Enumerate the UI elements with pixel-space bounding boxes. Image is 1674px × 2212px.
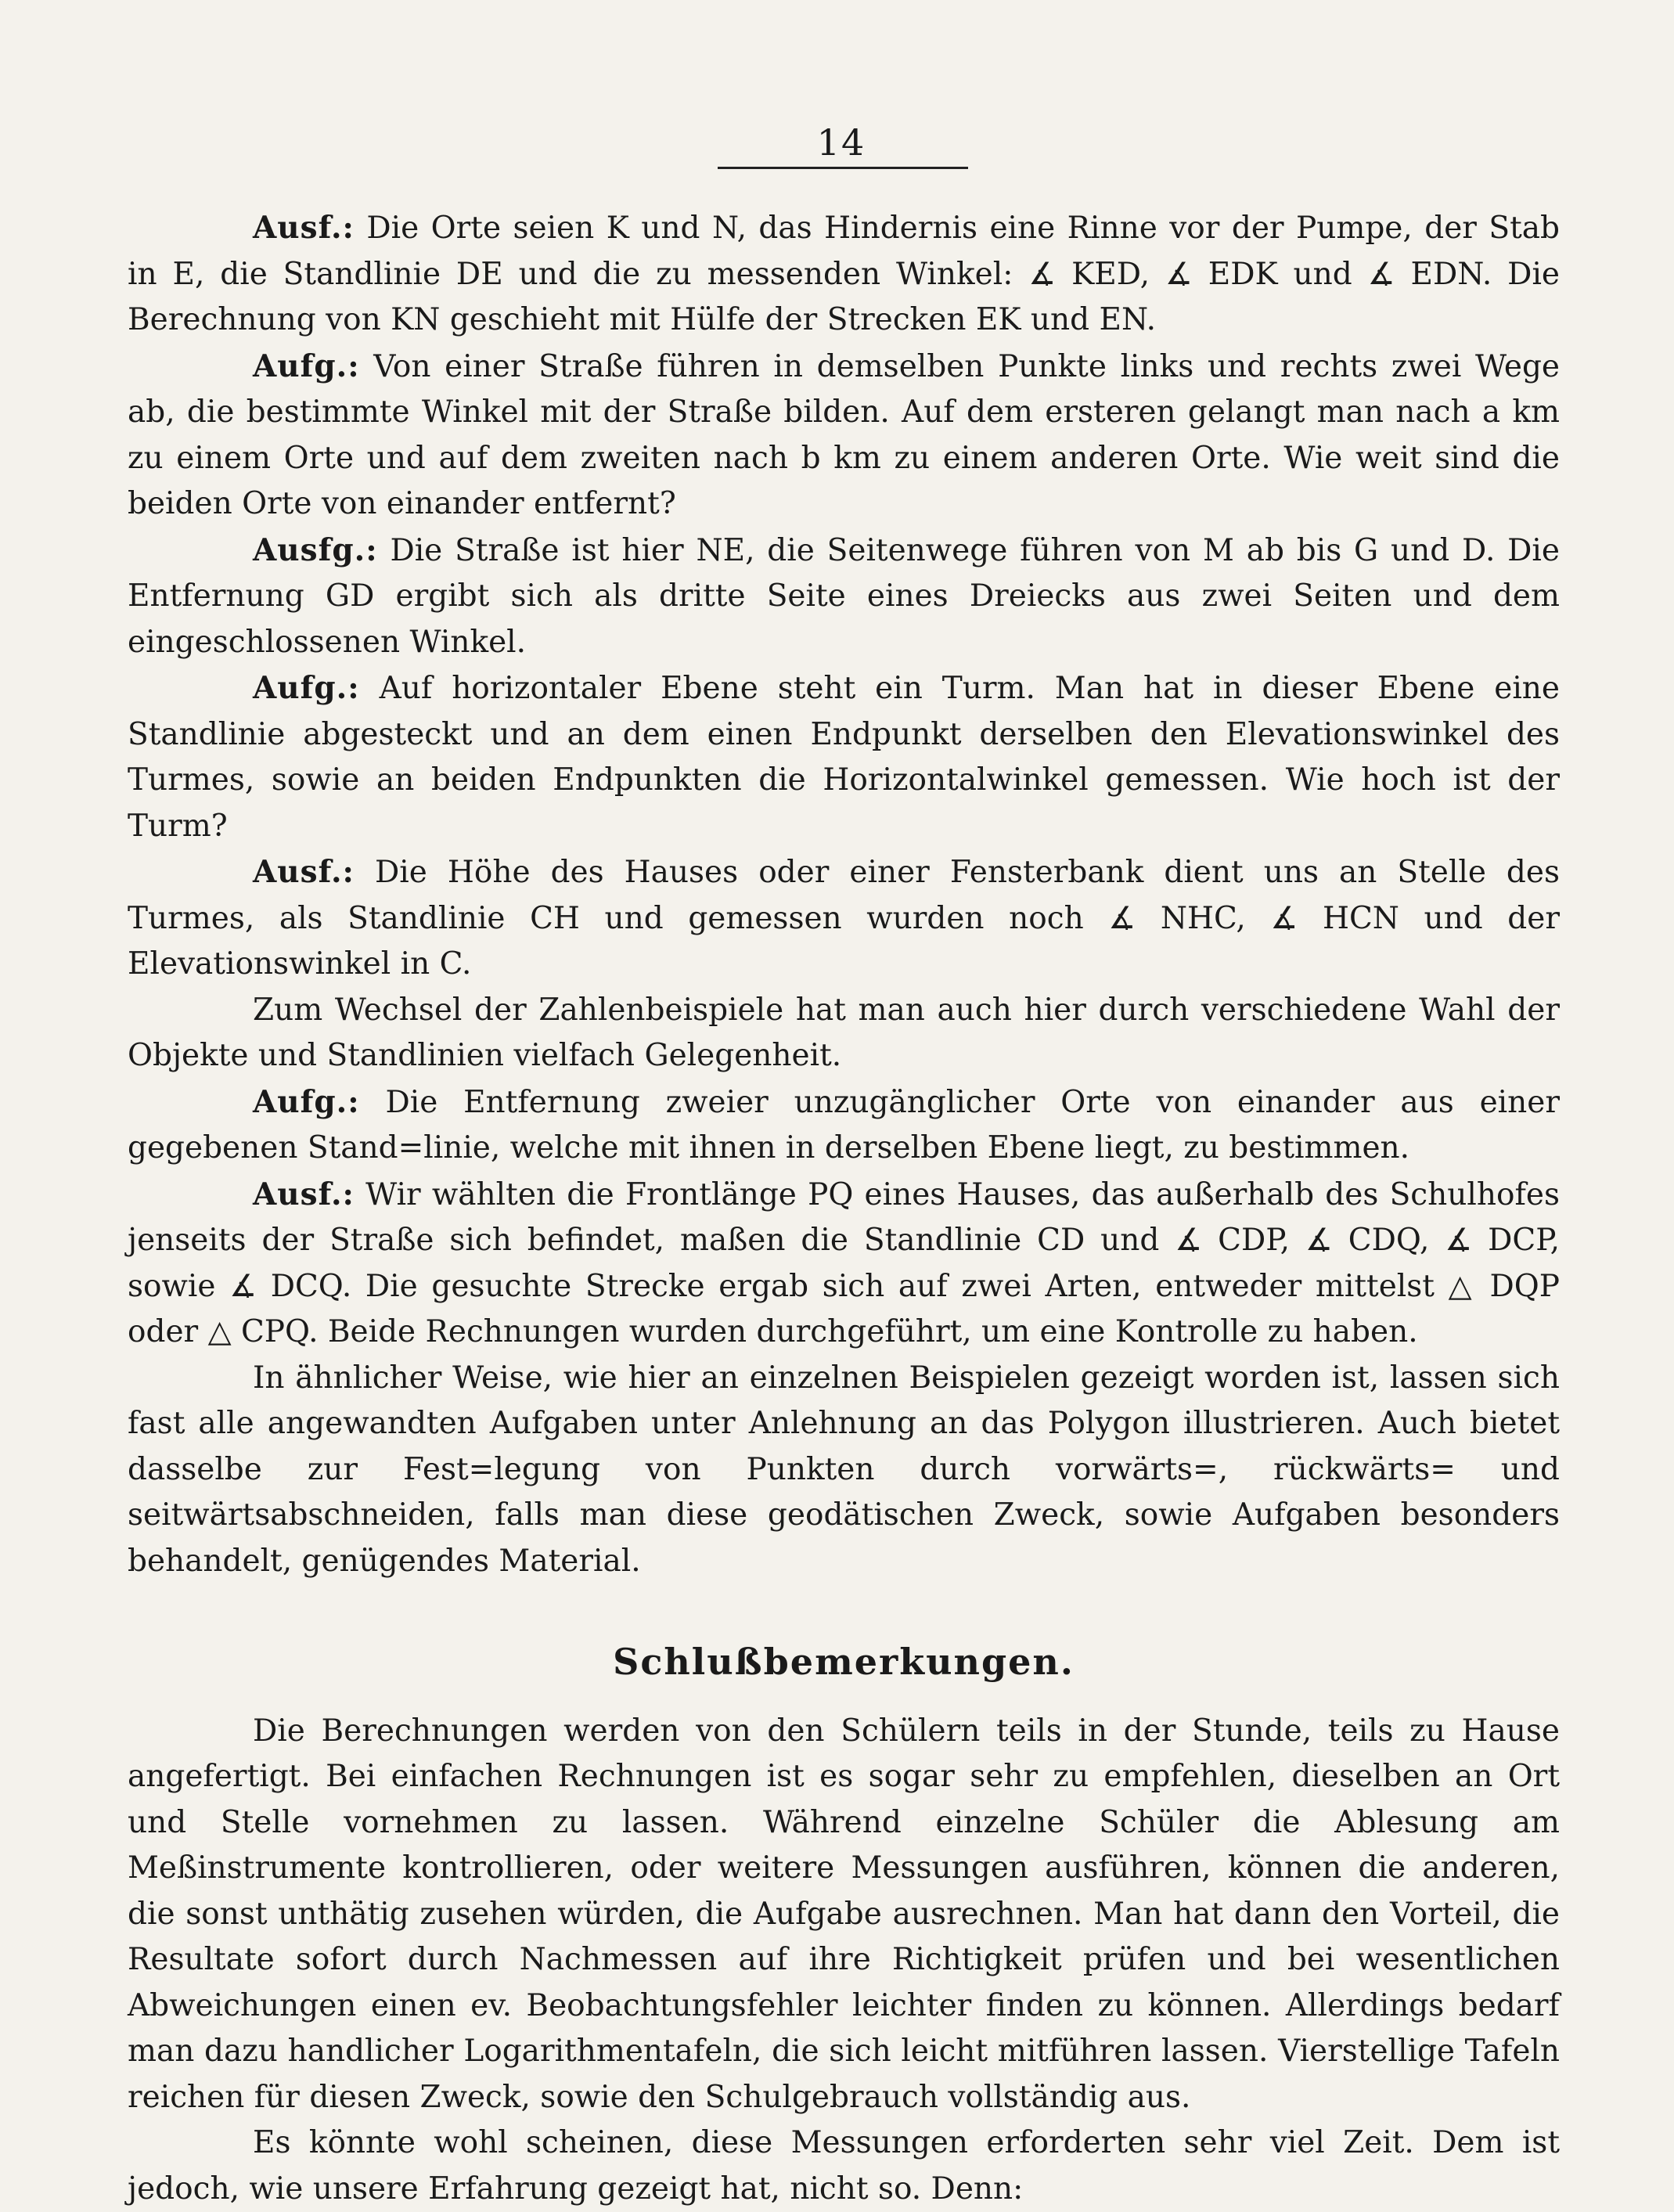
paragraph-label: Ausf.: (253, 1176, 355, 1212)
paragraph-ausf-2 (128, 849, 1560, 988)
paragraph-text: Die Orte seien K und N, das Hindernis eine Rinne vor der Pumpe, der Stab in E, die Standlinie DE und die zu messenden Winkel: ∡ KED, ∡ EDK und ∡ EDN. Die Berechnung von KN geschieht mit Hülfe der Strecken EK und EN. (128, 211, 1560, 337)
paragraph-text: Wir wählten die Frontlänge PQ eines Hauses, das außerhalb des Schulhofes jenseits der Straße sich befindet, maßen die Standlinie CD und ∡ CDP, ∡ CDQ, ∡ DCP, sowie ∡ DCQ. Die gesuchte Strecke ergab sich auf zwei Arten, entweder mittelst △ DQP oder △ CPQ. Beide Rechnungen wurden durchgeführt, um eine Kontrolle zu haben. (128, 1176, 1560, 1349)
paragraph-wechsel (128, 988, 1560, 1079)
paragraph-label: Ausf.: (253, 210, 355, 246)
paragraph-ausf-1 (128, 205, 1560, 344)
paragraph-ausfg-1 (128, 528, 1560, 666)
paragraph-text: Die Entfernung zweier unzugänglicher Orte von einander aus einer gegebenen Stand=linie, welche mit ihnen in derselben Ebene liegt, zu bestimmen. (128, 1084, 1560, 1165)
paragraph-label: Ausf.: (253, 854, 355, 890)
paragraph-ausf-3 (128, 1172, 1560, 1356)
page-body (128, 205, 1560, 2212)
closing-paragraph-1: Die Berechnungen werden von den Schülern teils in der Stunde, teils zu Hause angefertigt. Bei einfachen Rechnungen ist es sogar sehr zu empfehlen, dieselben an Ort und Stelle vornehmen zu lassen. Während einzelne Schüler die Ablesung am Meßinstrumente kontrollieren, oder weitere Messungen ausführen, können die anderen, die sonst unthätig zusehen würden, die Aufgabe ausrechnen. Man hat dann den Vorteil, die Resultate sofort durch Nachmessen auf ihre Richtigkeit prüfen und bei wesentlichen Abweichungen einen ev. Beobachtungsfehler leichter finden zu können. Allerdings bedarf man dazu handlicher Logarithmentafeln, die sich leicht mitführen lassen. Vierstellige Tafeln reichen für diesen Zweck, sowie den Schulgebrauch vollständig aus. (128, 1713, 1560, 2115)
section-heading: Schlußbemerkungen. (613, 1641, 1075, 1683)
paragraph-text: Die Höhe des Hauses oder einer Fensterbank dient uns an Stelle des Turmes, als Standlinie CH und gemessen wurden noch ∡ NHC, ∡ HCN und der Elevationswinkel in C. (128, 855, 1560, 982)
closing-paragraph-2: Es könnte wohl scheinen, diese Messungen erforderten sehr viel Zeit. Dem ist jedoch, wie unsere Erfahrung gezeigt hat, nicht so. Denn: (128, 2125, 1560, 2207)
paragraph-text: Zum Wechsel der Zahlenbeispiele hat man auch hier durch verschiedene Wahl der Objekte und Standlinien vielfach Gelegenheit. (128, 992, 1560, 1073)
paragraph-text: In ähnlicher Weise, wie hier an einzelnen Beispielen gezeigt worden ist, lassen sich fast alle angewandten Aufgaben unter Anlehnung an das Polygon illustrieren. Auch bietet dasselbe zur Fest=legung von Punkten durch vorwärts=, rückwärts= und seitwärtsabschneiden, falls man diese geodätischen Zweck, sowie Aufgaben besonders behandelt, genügendes Material. (128, 1360, 1560, 1579)
paragraph-label: Aufg.: (253, 670, 360, 706)
paragraph-text: Auf horizontaler Ebene steht ein Turm. Man hat in dieser Ebene eine Standlinie abgesteckt und an dem einen Endpunkt derselben den Elevationswinkel des Turmes, sowie an beiden Endpunkten die Horizontalwinkel gemessen. Wie hoch ist der Turm? (128, 671, 1560, 844)
header-rule (718, 167, 968, 169)
paragraph-label: Ausfg.: (253, 531, 378, 568)
paragraph-aufg-3 (128, 1079, 1560, 1172)
page-number: 14 (816, 121, 866, 164)
paragraph-aufg-2 (128, 665, 1560, 849)
paragraph-label: Aufg.: (253, 1083, 360, 1120)
paragraph-aufg-1 (128, 344, 1560, 528)
paragraph-text: Die Straße ist hier NE, die Seitenwege führen von M ab bis G und D. Die Entfernung GD ergibt sich als dritte Seite eines Dreiecks aus zwei Seiten und dem eingeschlossenen Winkel. (128, 532, 1560, 660)
paragraph-text: Von einer Straße führen in demselben Punkte links und rechts zwei Wege ab, die bestimmte Winkel mit der Straße bilden. Auf dem ersteren gelangt man nach a km zu einem Orte und auf dem zweiten nach b km zu einem anderen Orte. Wie weit sind die beiden Orte von einander entfernt? (128, 348, 1560, 521)
paragraph-aehnlich (128, 1356, 1560, 1585)
paragraph-label: Aufg.: (253, 348, 360, 384)
